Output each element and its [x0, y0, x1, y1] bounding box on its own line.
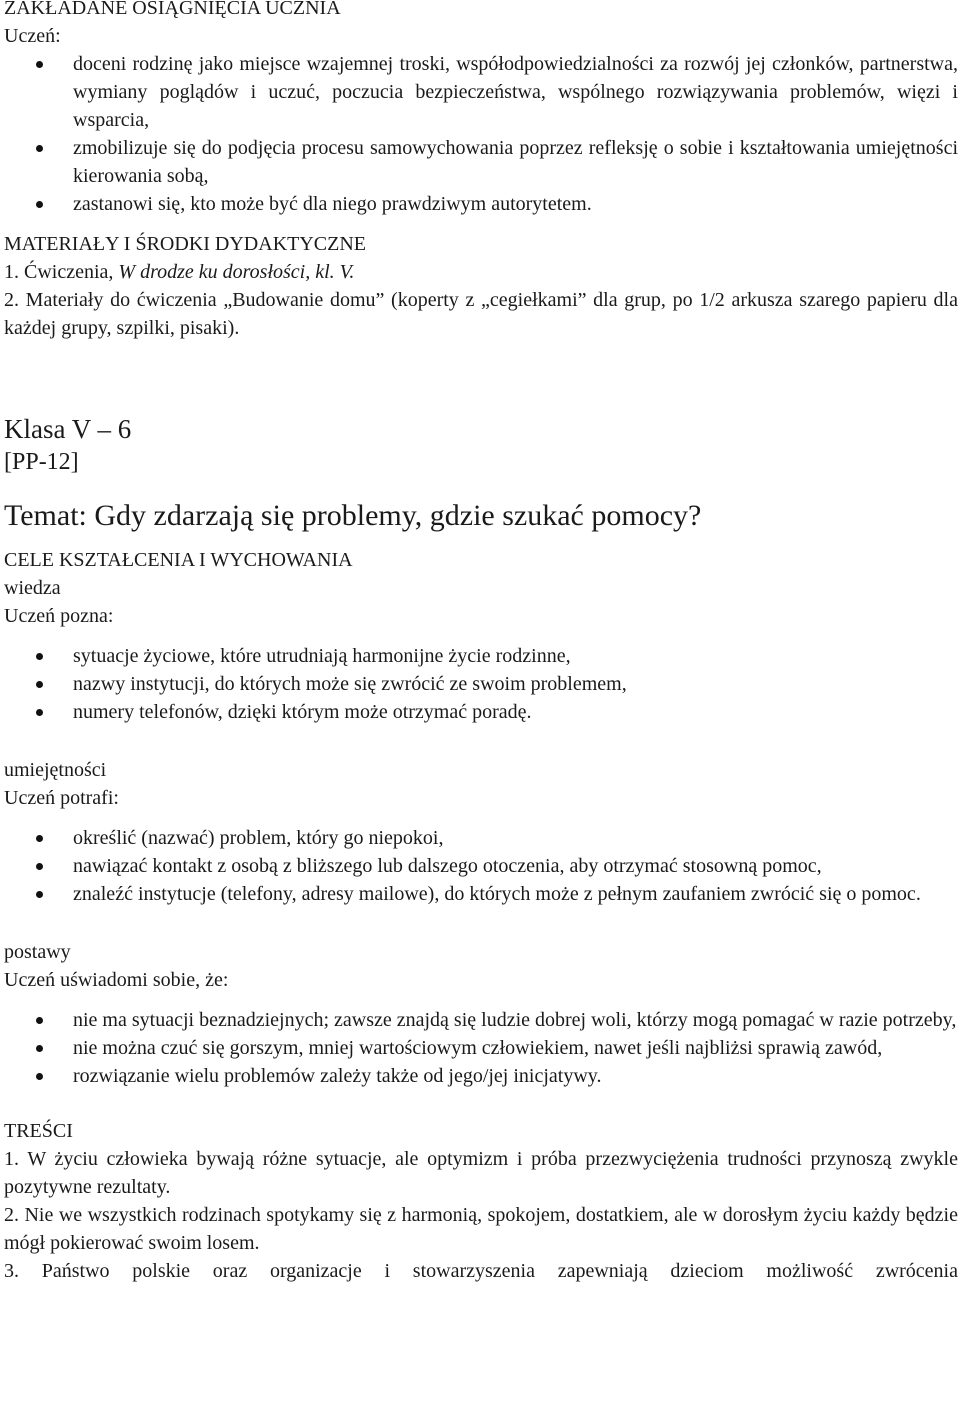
list-item: nawiązać kontakt z osobą z bliższego lub dalszego otoczenia, aby otrzymać stosowną pomoc, — [4, 852, 958, 880]
list-item: znaleźć instytucje (telefony, adresy mailowe), do których może z pełnym zaufaniem zwrócić się o pomoc. — [4, 880, 958, 908]
content-item: 2. Nie we wszystkich rodzinach spotykamy się z harmonią, spokojem, dostatkiem, ale w dorosłym życiu każdy będzie mógł pokierować swoim losem. — [4, 1204, 958, 1254]
list-item: nie można czuć się gorszym, mniej wartościowym człowiekiem, nawet jeśli najbliżsi sprawią zawód, — [4, 1034, 958, 1062]
wiedza-list — [4, 642, 958, 726]
content-item: 1. W życiu człowieka bywają różne sytuacje, ale optymizm i próba przezwyciężenia trudności przynoszą zwykle pozytywne rezultaty. — [4, 1148, 958, 1198]
wiedza-intro: Uczeń pozna: — [4, 605, 114, 627]
list-item: numery telefonów, dzięki którym może otrzymać poradę. — [4, 698, 958, 726]
postawy-intro: Uczeń uświadomi sobie, że: — [4, 969, 229, 991]
umiejetnosci-label: umiejętności — [4, 759, 107, 781]
list-item: sytuacje życiowe, które utrudniają harmonijne życie rodzinne, — [4, 642, 958, 670]
content-item: 3. Państwo polskie oraz organizacje i stowarzyszenia zapewniają dzieciom możliwość zwrócenia — [4, 1260, 958, 1282]
materials-heading: MATERIAŁY I ŚRODKI DYDAKTYCZNE — [4, 233, 367, 255]
wiedza-label: wiedza — [4, 577, 61, 599]
lesson-topic: Temat: Gdy zdarzają się problemy, gdzie szukać pomocy? — [4, 499, 702, 532]
section-intro: Uczeń: — [4, 25, 61, 47]
postawy-list — [4, 1006, 958, 1090]
section-heading-achievements: ZAKŁADANE OSIĄGNIĘCIA UCZNIA — [4, 0, 341, 19]
lesson-code: [PP-12] — [4, 449, 79, 475]
list-item: zmobilizuje się do podjęcia procesu samowychowania poprzez refleksję o sobie i kształtowania umiejętności kierowania sobą, — [4, 134, 958, 190]
umiejetnosci-intro: Uczeń potrafi: — [4, 787, 119, 809]
materials-item-1 — [4, 258, 958, 286]
postawy-label: postawy — [4, 941, 71, 963]
materials-item-1-prefix: 1. Ćwiczenia, — [4, 261, 119, 283]
list-item: rozwiązanie wielu problemów zależy także od jego/jej inicjatywy. — [4, 1062, 958, 1090]
materials-item-1-title: W drodze ku dorosłości, kl. V. — [118, 261, 355, 283]
content-heading: TREŚCI — [4, 1120, 73, 1142]
list-item: zastanowi się, kto może być dla niego prawdziwym autorytetem. — [4, 190, 958, 218]
umiejetnosci-list — [4, 824, 958, 908]
list-item: nazwy instytucji, do których może się zwrócić ze swoim problemem, — [4, 670, 958, 698]
list-item: doceni rodzinę jako miejsce wzajemnej troski, współodpowiedzialności za rozwój jej członków, partnerstwa, wymiany poglądów i uczuć, poczucia bezpieczeństwa, wspólnego rozwiązywania problemów, więzi i wsparcia, — [4, 50, 958, 134]
class-label: Klasa V – 6 — [4, 414, 132, 444]
document-page — [4, 0, 958, 1285]
list-item: określić (nazwać) problem, który go niepokoi, — [4, 824, 958, 852]
achievements-list — [4, 50, 958, 218]
goals-heading: CELE KSZTAŁCENIA I WYCHOWANIA — [4, 549, 353, 571]
list-item: nie ma sytuacji beznadziejnych; zawsze znajdą się ludzie dobrej woli, którzy mogą pomagać w razie potrzeby, — [4, 1006, 958, 1034]
materials-item-2: 2. Materiały do ćwiczenia „Budowanie domu” (koperty z „cegiełkami” dla grup, po 1/2 arkusza szarego papieru dla każdej grupy, szpilki, pisaki). — [4, 289, 958, 339]
